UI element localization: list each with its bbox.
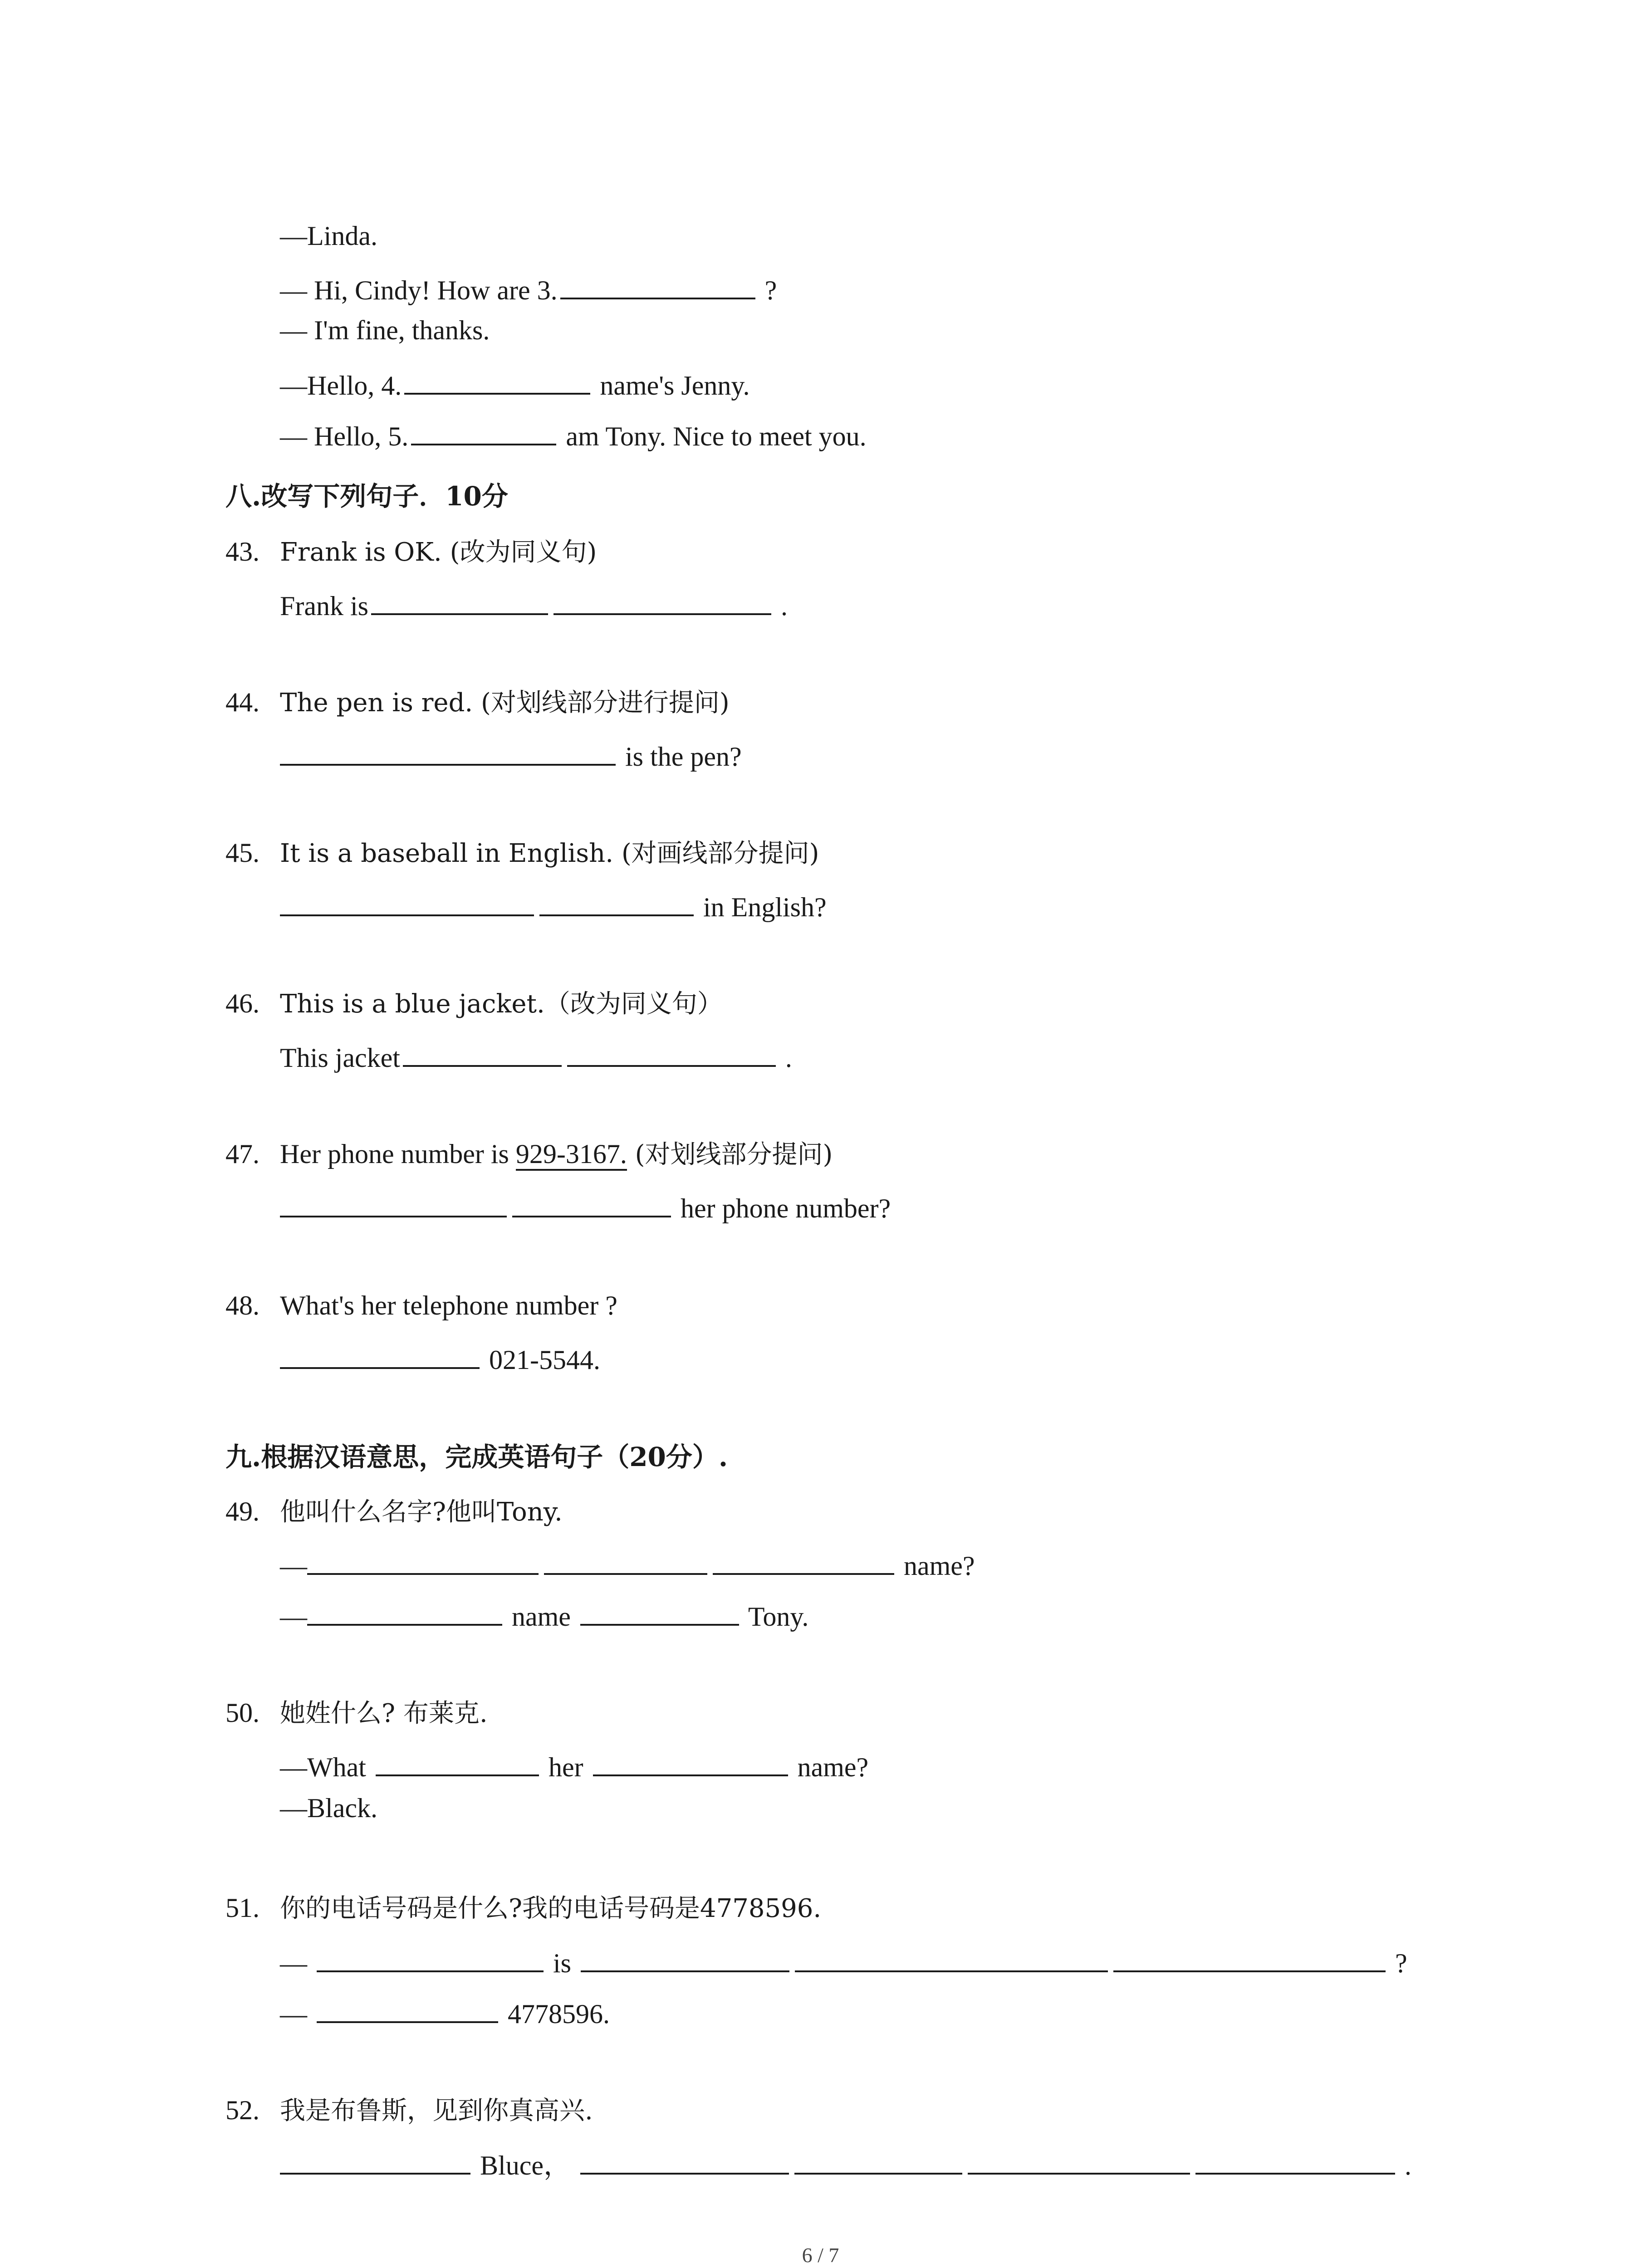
answer-line-44 [280,737,742,773]
question-text: (对划线部分提问) [627,1140,833,1169]
answer-text: her [541,1752,590,1782]
dialogue-text: —Linda. [280,221,377,251]
question-50 [225,1696,488,1730]
dialogue-line-5 [280,416,867,453]
dialogue-text: name's Jenny. [593,371,750,401]
answer-prefix: Frank is [280,591,368,621]
answer-blank[interactable] [554,586,771,615]
answer-suffix: 4778596. [501,1999,610,2029]
answer-suffix: in English? [696,892,827,922]
answer-blank[interactable] [371,586,548,615]
answer-blank[interactable] [794,2146,962,2175]
answer-line-52 [280,2146,1411,2182]
answer-text: —Black. [280,1793,377,1823]
question-text: Her phone number is [280,1139,516,1169]
question-text: 我是布鲁斯，见到你真高兴. [280,2096,593,2126]
question-number: 50. [225,1698,260,1728]
question-45 [225,836,819,870]
question-text: This is a blue jacket.（改为同义句） [280,989,723,1019]
dialogue-text: ? [758,275,777,305]
answer-prefix: —What [280,1752,373,1782]
dialogue-text: — I'm fine, thanks. [280,315,490,345]
question-44 [225,686,730,719]
answer-line-50a [280,1747,868,1784]
dialogue-text: — Hello, 5. [280,421,409,451]
answer-blank[interactable] [280,1340,480,1369]
dash: — [280,1948,314,1978]
answer-suffix: name? [790,1752,869,1782]
answer-suffix: . [774,591,788,621]
question-text: 她姓什么? 布莱克. [280,1699,488,1728]
question-text: Frank is OK. (改为同义句) [280,538,597,567]
answer-prefix: This jacket [280,1043,400,1073]
answer-blank[interactable] [580,1597,739,1626]
answer-line-51b [280,1994,610,2030]
answer-blank[interactable] [567,1038,776,1067]
dialogue-line-3 [280,314,490,347]
section-title: 九.根据汉语意思，完成英语句子（20分）. [225,1442,728,1472]
answer-text: Bluce， [473,2151,578,2180]
answer-blank[interactable] [539,887,694,916]
question-text: 你的电话号码是什么?我的电话号码是4778596. [280,1894,822,1923]
answer-blank[interactable] [593,1747,788,1776]
answer-line-45 [280,887,827,924]
question-number: 51. [225,1893,260,1923]
question-number: 43. [225,537,260,567]
answer-line-47 [280,1188,891,1225]
answer-line-49a [280,1546,975,1582]
answer-line-43 [280,586,788,622]
answer-blank[interactable] [713,1546,894,1575]
question-number: 46. [225,988,260,1018]
answer-blank[interactable] [403,1038,562,1067]
question-text: What's her telephone number ? [280,1290,617,1320]
answer-blank[interactable] [968,2146,1190,2175]
question-52 [225,2094,593,2127]
question-47 [225,1138,833,1171]
answer-blank[interactable] [317,1994,498,2023]
answer-line-51a [280,1943,1407,1980]
answer-blank[interactable] [1195,2146,1395,2175]
answer-blank[interactable] [317,1943,544,1972]
question-number: 52. [225,2095,260,2125]
answer-blank[interactable] [544,1546,707,1575]
answer-blank[interactable] [404,366,590,395]
dash: — [280,1999,314,2029]
answer-blank[interactable] [280,2146,470,2175]
dialogue-text: —Hello, 4. [280,371,402,401]
answer-suffix: . [1397,2151,1411,2180]
dialogue-line-2 [280,270,777,307]
dialogue-text: — Hi, Cindy! How are 3. [280,275,558,305]
answer-blank[interactable] [560,270,755,299]
answer-blank[interactable] [376,1747,539,1776]
answer-suffix: her phone number? [674,1193,891,1223]
dialogue-text: am Tony. Nice to meet you. [559,421,867,451]
answer-line-50b [280,1792,377,1824]
answer-line-48 [280,1340,600,1376]
question-number: 47. [225,1139,260,1169]
underlined-text: 929-3167. [516,1139,627,1171]
answer-suffix: 021-5544. [482,1345,600,1375]
answer-line-46 [280,1038,792,1074]
question-text: 他叫什么名字?他叫Tony. [280,1497,563,1527]
answer-suffix: . [778,1043,792,1073]
answer-blank[interactable] [512,1188,671,1217]
page-number: 6 / 7 [802,2244,839,2267]
answer-text: name [505,1602,578,1632]
question-48 [225,1289,617,1322]
answer-line-49b [280,1597,808,1633]
dialogue-line-4 [280,366,750,402]
question-number: 45. [225,838,260,868]
answer-suffix: name? [897,1551,975,1581]
question-43 [225,535,597,569]
dash: — [280,1602,307,1632]
answer-suffix: Tony. [741,1602,809,1632]
question-number: 49. [225,1496,260,1526]
answer-blank[interactable] [795,1943,1108,1972]
answer-blank[interactable] [307,1597,502,1626]
answer-suffix: is the pen? [618,742,742,772]
answer-blank[interactable] [580,2146,789,2175]
dialogue-line-1 [280,220,377,252]
question-51 [225,1892,821,1925]
question-49 [225,1495,563,1529]
answer-blank[interactable] [280,737,616,766]
question-text: The pen is red. (对划线部分进行提问) [280,688,730,718]
dash: — [280,1551,307,1581]
question-number: 44. [225,687,260,717]
section-title: 八.改写下列句子．10分 [225,481,508,512]
question-46 [225,987,723,1021]
question-text: It is a baseball in English. (对画线部分提问) [280,839,819,868]
answer-text: is [546,1948,578,1978]
answer-blank[interactable] [307,1546,539,1575]
question-number: 48. [225,1290,260,1320]
answer-blank[interactable] [1113,1943,1386,1972]
answer-blank[interactable] [280,1188,507,1217]
answer-suffix: ? [1388,1948,1407,1978]
answer-blank[interactable] [411,416,556,445]
answer-blank[interactable] [581,1943,789,1972]
answer-blank[interactable] [280,887,534,916]
